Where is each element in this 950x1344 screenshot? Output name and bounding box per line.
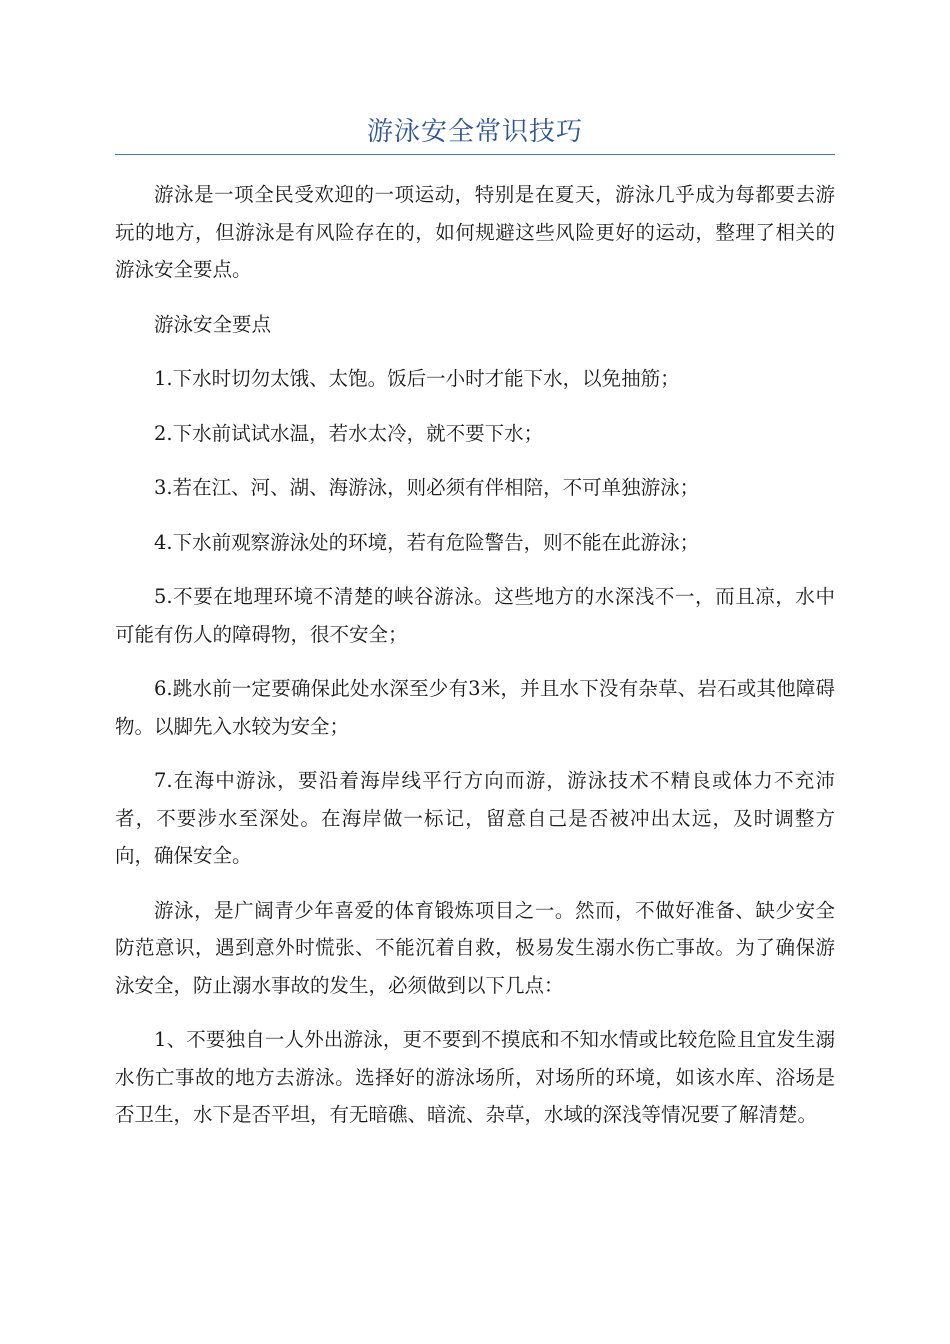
paragraph-youth-swimming: 游泳，是广阔青少年喜爱的体育锻炼项目之一。然而，不做好准备、缺少安全防范意识，遇到意外时慌张、不能沉着自救，极易发生溺水伤亡事故。为了确保游泳安全，防止溺水事故的发生，必须做到以下几点：	[115, 898, 835, 997]
document-body	[115, 176, 835, 1151]
paragraph-intro: 游泳是一项全民受欢迎的一项运动，特别是在夏天，游泳几乎成为每都要去游玩的地方，但游泳是有风险存在的，如何规避这些风险更好的运动，整理了相关的游泳安全要点。	[115, 183, 835, 281]
paragraph-point-3: 3.若在江、河、湖、海游泳，则必须有伴相陪，不可单独游泳；	[154, 476, 700, 499]
paragraph-point-5: 5.不要在地理环境不清楚的峡谷游泳。这些地方的水深浅不一，而且凉，水中可能有伤人的障碍物，很不安全；	[115, 585, 835, 646]
paragraph-point-6: 6.跳水前一定要确保此处水深至少有3米，并且水下没有杂草、岩石或其他障碍物。以脚先入水较为安全；	[115, 677, 835, 738]
document-title: 游泳安全常识技巧	[366, 117, 583, 147]
title-underline	[115, 154, 835, 155]
paragraph-point-2: 2.下水前试试水温，若水太冷，就不要下水；	[154, 421, 544, 445]
paragraph-rule-1: 1、不要独自一人外出游泳，更不要到不摸底和不知水情或比较危险且宜发生溺水伤亡事故的地方去游泳。选择好的游泳场所，对场所的环境，如该水库、浴场是否卫生，水下是否平坦，有无暗礁、暗流、杂草，水域的深浅等情况要了解清楚。	[115, 1028, 835, 1126]
paragraph-point-7: 7.在海中游泳，要沿着海岸线平行方向而游，游泳技术不精良或体力不充沛者，不要涉水至深处。在海岸做一标记，留意自己是否被冲出太远，及时调整方向，确保安全。	[115, 769, 835, 867]
paragraph-point-1: 1.下水时切勿太饿、太饱。饭后一小时才能下水，以免抽筋；	[154, 367, 680, 390]
paragraph-point-4: 4.下水前观察游泳处的环境，若有危险警告，则不能在此游泳；	[154, 530, 700, 554]
paragraph-heading-safety-points: 游泳安全要点	[154, 312, 272, 336]
